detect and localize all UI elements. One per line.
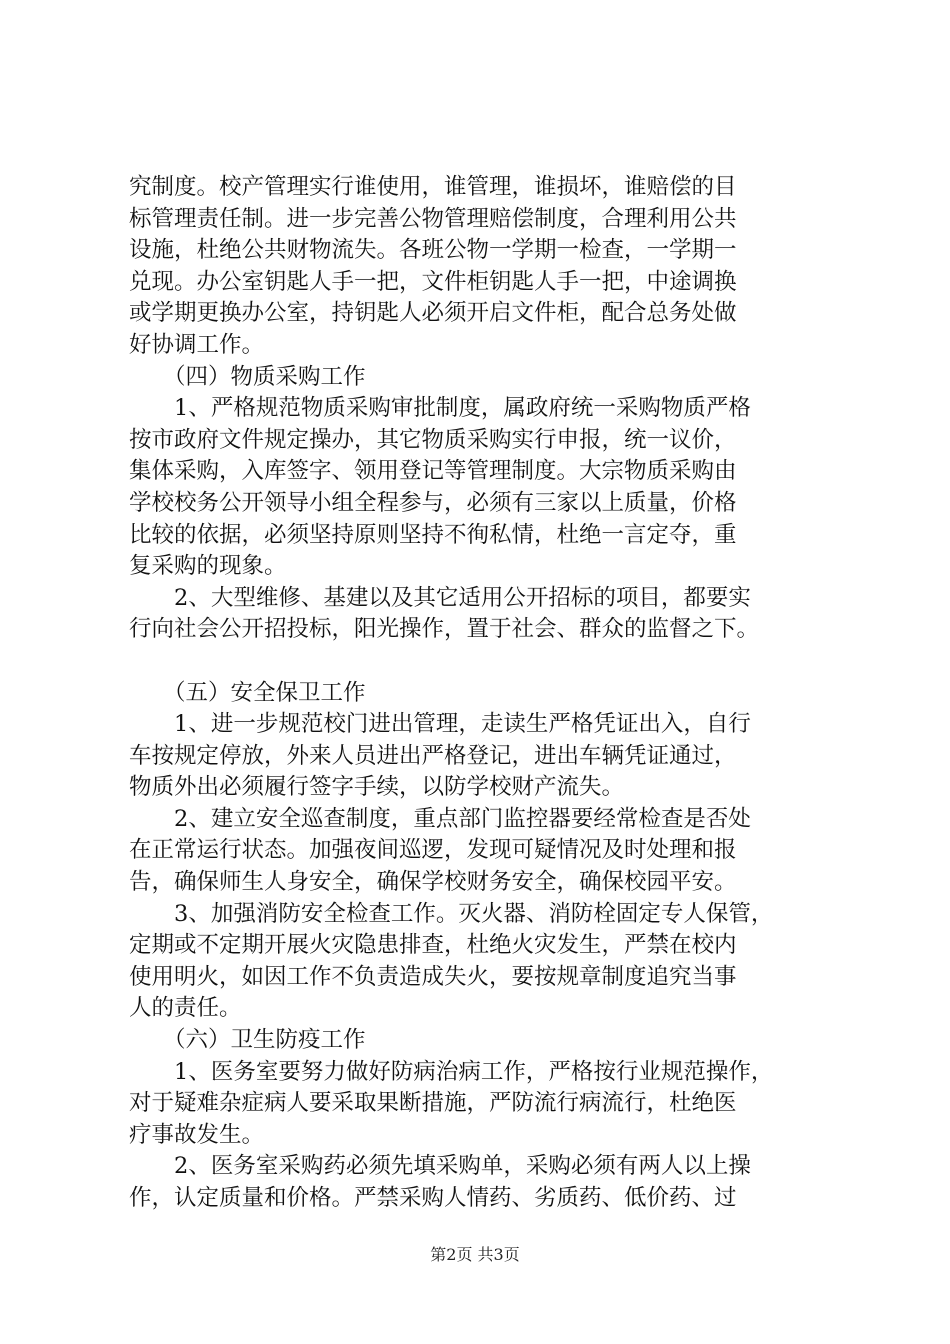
text-line: 对于疑难杂症病人要采取果断措施，严防流行病流行，杜绝医: [129, 1090, 737, 1117]
text-line: 使用明火，如因工作不负责造成失火，要按规章制度追究当事: [129, 963, 737, 990]
text-line: 比较的依据，必须坚持原则坚持不徇私情，杜绝一言定夺，重: [129, 521, 737, 548]
text-line: 1、严格规范物质采购审批制度，属政府统一采购物质严格: [174, 395, 751, 422]
text-line: 车按规定停放，外来人员进出严格登记，进出车辆凭证通过，: [129, 742, 737, 769]
text-line: 2、医务室采购药必须先填采购单，采购必须有两人以上操: [174, 1153, 751, 1180]
text-line: 或学期更换办公室，持钥匙人必须开启文件柜，配合总务处做: [129, 300, 737, 327]
text-line: （五）安全保卫工作: [163, 679, 366, 706]
text-line: 按市政府文件规定操办，其它物质采购实行申报，统一议价，: [129, 426, 737, 453]
text-line: 复采购的现象。: [129, 553, 287, 580]
text-line: 行向社会公开招投标，阳光操作，置于社会、群众的监督之下。: [129, 616, 760, 643]
text-line: 集体采购，入库签字、领用登记等管理制度。大宗物质采购由: [129, 458, 737, 485]
text-line: 究制度。校产管理实行谁使用，谁管理，谁损坏，谁赔偿的目: [129, 174, 737, 200]
text-line: 告，确保师生人身安全，确保学校财务安全，确保校园平安。: [129, 869, 737, 896]
text-line: 兑现。办公室钥匙人手一把，文件柜钥匙人手一把，中途调换: [129, 268, 737, 295]
text-line: 标管理责任制。进一步完善公物管理赔偿制度，合理利用公共: [129, 205, 737, 232]
document-body: [129, 172, 844, 1215]
text-line: 2、建立安全巡查制度，重点部门监控器要经常检查是否处: [174, 805, 751, 832]
text-line: 疗事故发生。: [129, 1121, 265, 1148]
text-line: 定期或不定期开展火灾隐患排查，杜绝火灾发生，严禁在校内: [129, 932, 737, 959]
text-line: 在正常运行状态。加强夜间巡逻，发现可疑情况及时处理和报: [129, 837, 737, 864]
text-line: （四）物质采购工作: [163, 363, 366, 390]
text-line: 好协调工作。: [129, 331, 265, 358]
text-line: [129, 646, 844, 678]
page-footer: 第2页 共3页: [430, 1245, 520, 1264]
text-line: 作，认定质量和价格。严禁采购人情药、劣质药、低价药、过: [129, 1185, 737, 1211]
text-line: （六）卫生防疫工作: [163, 1027, 366, 1054]
text-line: 人的责任。: [129, 995, 242, 1022]
text-line: 1、进一步规范校门进出管理，走读生严格凭证出入，自行: [174, 711, 751, 738]
text-line: 1、医务室要努力做好防病治病工作，严格按行业规范操作，: [174, 1058, 774, 1085]
text-line: 2、大型维修、基建以及其它适用公开招标的项目，都要实: [174, 584, 751, 611]
text-line: 物质外出必须履行签字手续，以防学校财产流失。: [129, 774, 625, 801]
text-line: 设施，杜绝公共财物流失。各班公物一学期一检查，一学期一: [129, 237, 737, 264]
text-line: 学校校务公开领导小组全程参与，必须有三家以上质量，价格: [129, 489, 737, 516]
text-line: 3、加强消防安全检查工作。灭火器、消防栓固定专人保管，: [174, 900, 774, 927]
